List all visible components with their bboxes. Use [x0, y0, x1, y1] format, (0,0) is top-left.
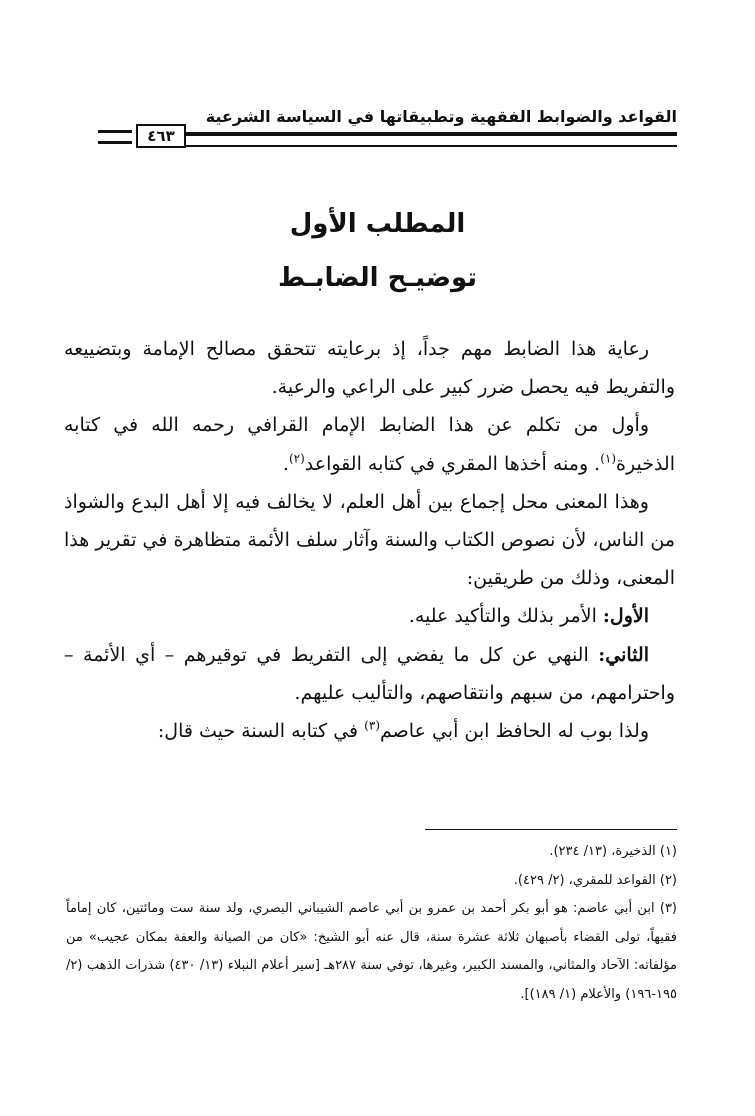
paragraph-6	[64, 712, 675, 750]
footnote-1: (١) الذخيرة، (١٣/ ٢٣٤).	[549, 844, 677, 859]
paragraph-6-text-a: ولذا بوب له الحافظ ابن أبي عاصم	[380, 720, 649, 743]
paragraph-4-lead: الأول:	[602, 605, 649, 628]
footnotes	[66, 838, 677, 1009]
body-text	[64, 330, 675, 750]
footnote-2: (٢) القواعد للمقري، (٢/ ٤٢٩).	[513, 872, 677, 888]
paragraph-5	[64, 636, 675, 712]
footnote-3: (٣) ابن أبي عاصم: هو أبو بكر أحمد بن عمرو بن أبي عاصم الشيباني البصري، ولد سنة ست ومائتين، كان إماماً فقيهاً، تولى القضاء بأصبهان ثلاثة عشرة سنة، قال عنه أبو الشيخ: «كان من الصيانة والعفة بمكان عجيب» من مؤلفاته: الآحاد والمثاني، والمسند الكبير، وغيرها، توفي سنة ٢٨٧هـ [سير أعلام النبلاء (١٣/ ٤٣٠) شذرات الذهب (٢/ ١٩٥-١٩٦) والأعلام (١/ ١٨٩)].	[66, 901, 677, 1002]
paragraph-2	[64, 406, 675, 482]
footnote-separator	[425, 829, 677, 830]
paragraph-2-text-a: وأول من تكلم عن هذا الضابط الإمام القرافي رحمه الله في كتابه الذخيرة	[64, 414, 675, 475]
paragraph-2-text-b: . ومنه أخذها المقري في كتابه القواعد	[304, 452, 601, 475]
header-double-rule	[186, 132, 677, 147]
footnote-ref-1[interactable]: (١)	[600, 451, 617, 466]
page-number-ornament	[98, 130, 132, 144]
paragraph-5-text: النهي عن كل ما يفضي إلى التفريط في توقيرهم – أي الأئمة – واحترامهم، من سبهم وانتقاصهم، والتأليب عليهم.	[64, 643, 675, 704]
footnote-ref-2[interactable]: (٢)	[288, 451, 305, 466]
paragraph-4	[64, 597, 675, 635]
paragraph-5-lead: الثاني:	[598, 643, 649, 666]
page-number: ٤٦٣	[136, 124, 186, 148]
section-heading: المطلب الأول	[289, 209, 466, 239]
paragraph-2-text-c: .	[282, 452, 289, 475]
paragraph-6-text-b: في كتابه السنة حيث قال:	[157, 720, 365, 743]
paragraph-3: وهذا المعنى محل إجماع بين أهل العلم، لا يخالف فيه إلا أهل البدع والشواذ من الناس، لأن نصوص الكتاب والسنة وآثار سلف الأئمة متظاهرة في تقرير هذا المعنى، وذلك من طريقين:	[64, 490, 675, 590]
paragraph-1: رعاية هذا الضابط مهم جداً، إذ برعايته تتحقق مصالح الإمامة وبتضييعه والتفريط فيه يحصل ضرر كبير على الراعي والرعية.	[64, 338, 675, 399]
running-header-title: القواعد والضوابط الفقهية وتطبيقاتها في السياسة الشرعية	[205, 107, 677, 126]
section-title: توضيـح الضابـط	[277, 263, 478, 293]
paragraph-4-text: الأمر بذلك والتأكيد عليه.	[408, 605, 603, 628]
footnote-ref-3[interactable]: (٣)	[364, 718, 380, 733]
